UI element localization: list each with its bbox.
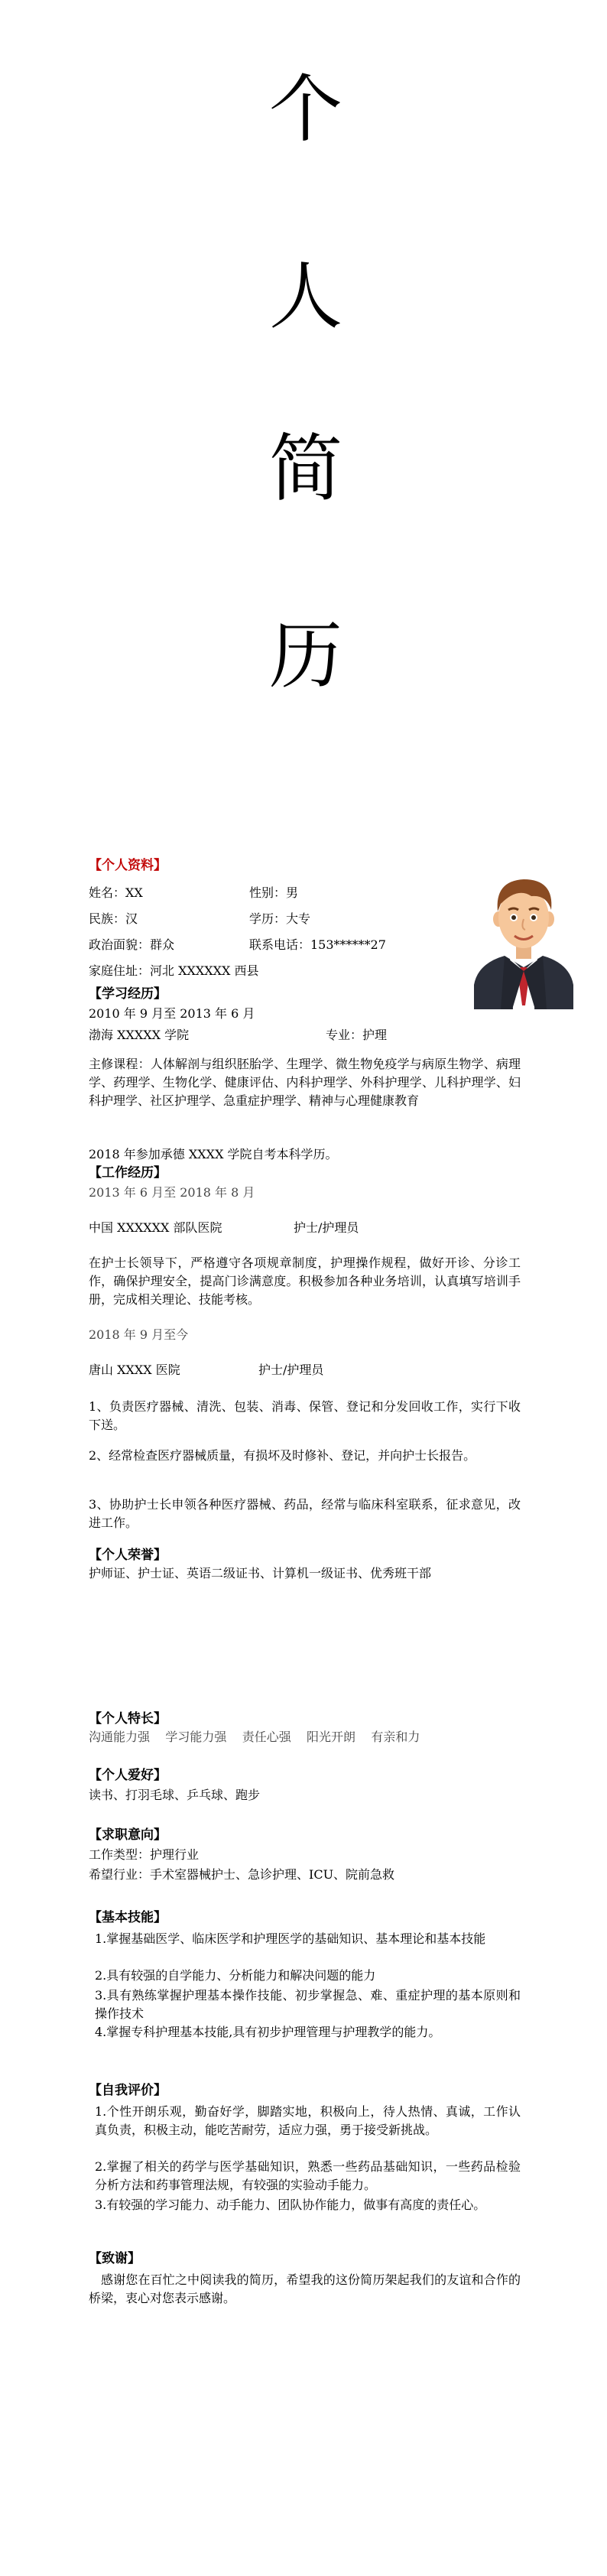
work1-period: 2013 年 6 月至 2018 年 8 月	[89, 1185, 255, 1200]
skill-item: 1.掌握基础医学、临床医学和护理医学的基础知识、基本理论和基本技能	[95, 1931, 486, 1946]
work2-duty-1: 1、负责医疗器械、清洗、包装、消毒、保管、登记和分发回收工作，实行下收下送。	[89, 1399, 521, 1432]
skill-item: 4.掌握专科护理基本技能,具有初步护理管理与护理教学的能力。	[95, 2025, 441, 2039]
honors-text: 护师证、护士证、英语二级证书、计算机一级证书、优秀班干部	[89, 1566, 432, 1580]
title-char-1: 个	[269, 67, 342, 152]
name-field: 姓名：XX	[89, 885, 143, 900]
work2-duty-3: 3、协助护士长申领各种医疗器械、药品，经常与临床科室联系，征求意见，改进工作。	[89, 1497, 521, 1530]
study-major: 专业：护理	[326, 1028, 388, 1042]
section-study-heading: 【学习经历】	[89, 986, 167, 1002]
section-thanks-heading: 【致谢】	[89, 2251, 141, 2266]
thanks-text: 感谢您在百忙之中阅读我的简历，希望我的这份简历架起我们的友谊和合作的桥梁，衷心对您表示感谢。	[89, 2272, 521, 2305]
address-field: 家庭住址：河北 XXXXXX 西县	[89, 963, 259, 978]
title-char-3: 简	[269, 426, 342, 512]
work2-duty-2: 2、经常检查医疗器械质量，有损坏及时修补、登记，并向护士长报告。	[89, 1448, 476, 1463]
study-courses: 主修课程：人体解剖与组织胚胎学、生理学、微生物免疫学与病原生物学、病理学、药理学、生物化学、健康评估、内科护理学、外科护理学、儿科护理学、妇科护理学、社区护理学、急重症护理学、精神与心理健康教育	[89, 1057, 521, 1108]
work1-org: 中国 XXXXXX 部队医院	[89, 1220, 222, 1235]
education-field: 学历：大专	[249, 911, 311, 926]
work1-role: 护士/护理员	[294, 1220, 359, 1235]
self-eval-item: 2.掌握了相关的药学与医学基础知识，熟悉一些药品基础知识，一些药品检验分析方法和药事管理法规，有较强的实验动手能力。	[95, 2159, 521, 2192]
intent-industry: 希望行业：手术室器械护士、急诊护理、ICU、院前急救	[89, 1867, 395, 1882]
study-period: 2010 年 9 月至 2013 年 6 月	[89, 1006, 255, 1021]
section-hobbies-heading: 【个人爱好】	[89, 1768, 167, 1783]
hobbies-text: 读书、打羽毛球、乒乓球、跑步	[89, 1788, 261, 1802]
section-intent-heading: 【求职意向】	[89, 1827, 167, 1843]
section-skills-heading: 【基本技能】	[89, 1910, 167, 1925]
phone-field: 联系电话：153******27	[249, 937, 386, 952]
section-traits-heading: 【个人特长】	[89, 1711, 167, 1727]
self-eval-item: 3.有较强的学习能力、动手能力、团队协作能力，做事有高度的责任心。	[95, 2198, 486, 2212]
work2-org: 唐山 XXXX 医院	[89, 1363, 180, 1377]
traits-text: 沟通能力强 学习能力强 责任心强 阳光开朗 有亲和力	[89, 1730, 420, 1744]
skill-item: 2.具有较强的自学能力、分析能力和解决问题的能力	[95, 1968, 376, 1983]
study-extra: 2018 年参加承德 XXXX 学院自考本科学历。	[89, 1147, 338, 1161]
avatar	[470, 864, 577, 1009]
section-personal-heading: 【个人资料】	[89, 858, 167, 873]
section-work-heading: 【工作经历】	[89, 1165, 167, 1181]
gender-field: 性别：男	[249, 885, 299, 900]
ethnicity-field: 民族：汉	[89, 911, 138, 926]
work2-role: 护士/护理员	[258, 1363, 324, 1377]
intent-type: 工作类型：护理行业	[89, 1847, 200, 1862]
section-self-eval-heading: 【自我评价】	[89, 2083, 167, 2098]
title-char-4: 历	[269, 613, 342, 699]
politics-field: 政治面貌：群众	[89, 937, 175, 952]
work2-period: 2018 年 9 月至今	[89, 1327, 189, 1342]
self-eval-item: 1.个性开朗乐观，勤奋好学，脚踏实地，积极向上，待人热情、真诚，工作认真负责，积极主动，能吃苦耐劳，适应力强，勇于接受新挑战。	[95, 2104, 521, 2137]
title-char-2: 人	[269, 254, 342, 339]
study-school: 渤海 XXXXX 学院	[89, 1028, 190, 1042]
skill-item: 3.具有熟练掌握护理基本操作技能、初步掌握急、难、重症护理的基本原则和操作技术	[95, 1988, 521, 2021]
section-honors-heading: 【个人荣誉】	[89, 1548, 167, 1563]
work1-desc: 在护士长领导下，严格遵守各项规章制度，护理操作规程，做好开诊、分诊工作，确保护理安全，提高门诊满意度。积极参加各种业务培训，认真填写培训手册，完成相关理论、技能考核。	[89, 1256, 521, 1307]
